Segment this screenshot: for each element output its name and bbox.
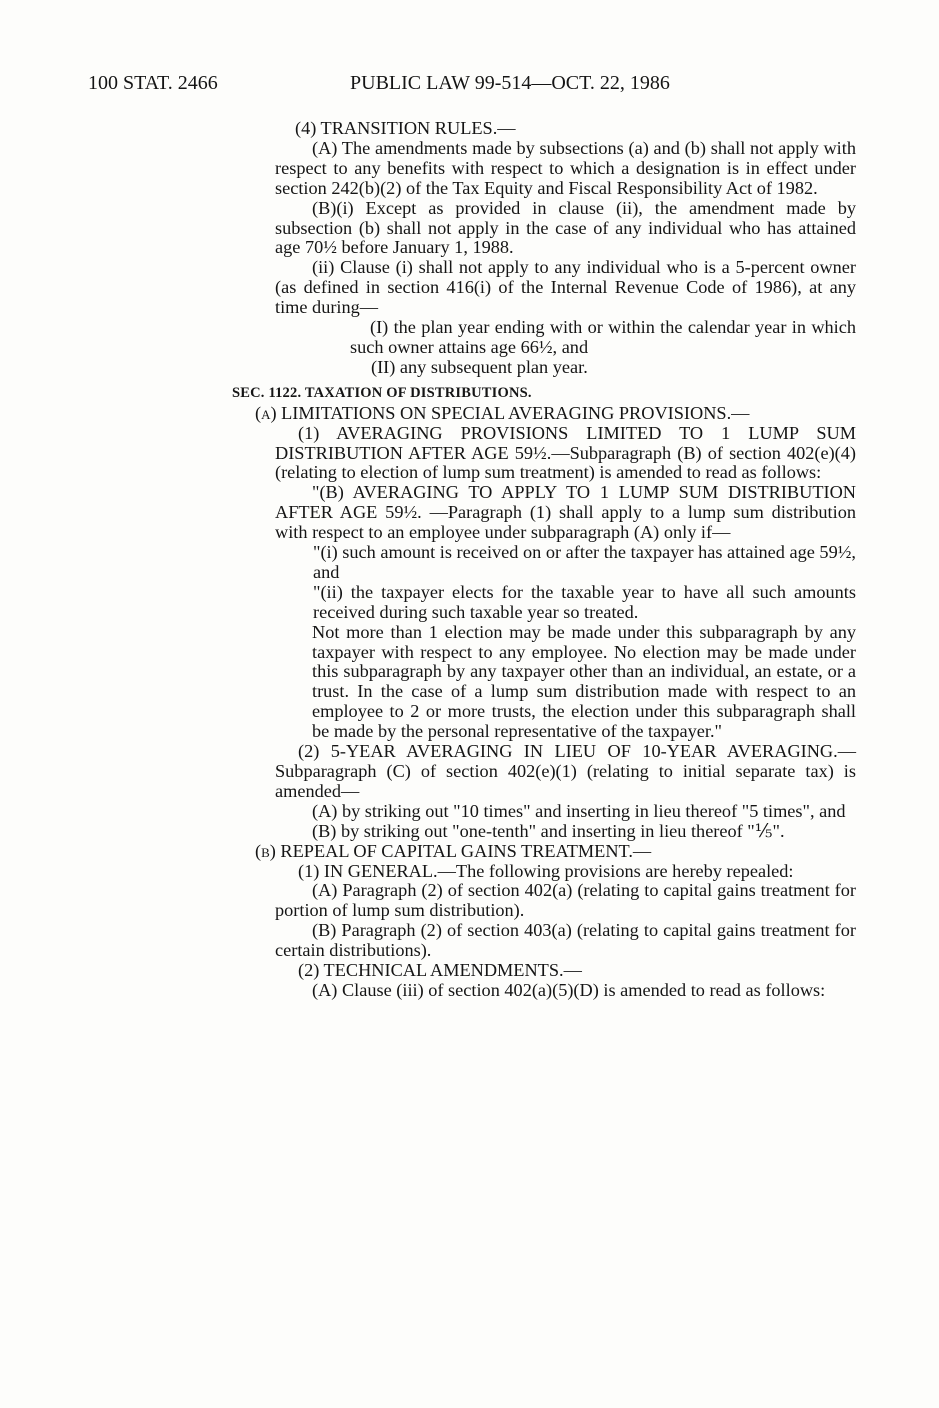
paragraph-b1-A: (A) Paragraph (2) of section 402(a) (relating to capital gains treatment for portion of lump sum distribution). — [275, 880, 856, 921]
paragraph-4b-i: (B)(i) Except as provided in clause (ii), the amendment made by subsection (b) shall not apply in the case of any individual who has attained age 70½ before January 1, 1988. — [275, 197, 856, 258]
paragraph-b1: (1) IN GENERAL.—The following provisions are hereby repealed: — [298, 860, 794, 881]
law-title: PUBLIC LAW 99-514—OCT. 22, 1986 — [350, 72, 670, 94]
paragraph-b2-A: (A) Clause (iii) of section 402(a)(5)(D) is amended to read as follows: — [312, 979, 826, 1000]
paragraph-a2: (2) 5-YEAR AVERAGING IN LIEU OF 10-YEAR AVERAGING.—Subparagraph (C) of section 402(e)(1) (relating to initial separate tax) is amended— — [275, 741, 856, 801]
paragraph-b1-B: (B) Paragraph (2) of section 403(a) (relating to capital gains treatment for certain distributions). — [275, 920, 856, 961]
page-header — [88, 68, 858, 98]
page-reference: 100 STAT. 2466 — [88, 72, 218, 94]
paragraph-transition-rules: (4) TRANSITION RULES.— — [295, 118, 516, 138]
paragraph-a2-A: (A) by striking out "10 times" and inserting in lieu thereof "5 times", and — [312, 800, 846, 821]
paragraph-a1: (1) AVERAGING PROVISIONS LIMITED TO 1 LUMP SUM DISTRIBUTION AFTER AGE 59½.—Subparagraph (B) of section 402(e)(4) (relating to election of lump sum treatment) is amended to read as follows: — [275, 422, 856, 483]
section-heading-1122: SEC. 1122. TAXATION OF DISTRIBUTIONS. — [232, 384, 532, 401]
paragraph-4b-ii-II: (II) any subsequent plan year. — [371, 356, 588, 377]
quoted-clause-ii: "(ii) the taxpayer elects for the taxable year to have all such amounts received during such taxable year so treated. — [313, 581, 856, 622]
statute-body — [232, 119, 856, 1001]
paragraph-4b-ii-I: (I) the plan year ending with or within the calendar year in which such owner attains age 66½, and — [350, 317, 856, 357]
quoted-subparagraph-b: "(B) AVERAGING TO APPLY TO 1 LUMP SUM DISTRIBUTION AFTER AGE 59½. —Paragraph (1) shall apply to a lump sum distribution with respect to an employee under subparagraph (A) only if— — [275, 482, 856, 543]
subsection-a-heading: (a) LIMITATIONS ON SPECIAL AVERAGING PROVISIONS.— — [255, 402, 750, 423]
paragraph-b2-heading: (2) TECHNICAL AMENDMENTS.— — [298, 960, 582, 981]
paragraph-4b-ii: (ii) Clause (i) shall not apply to any individual who is a 5-percent owner (as defined in section 416(i) of the Internal Revenue Code of 1986), at any time during— — [275, 257, 856, 318]
paragraph-4a: (A) The amendments made by subsections (a) and (b) shall not apply with respect to any benefits with respect to which a designation is in effect under section 242(b)(2) of the Tax Equity and Fiscal Responsibility Act of 1982. — [275, 137, 856, 198]
subsection-b-heading: (b) REPEAL OF CAPITAL GAINS TREATMENT.— — [255, 840, 652, 861]
quoted-election-text: Not more than 1 election may be made under this subparagraph by any taxpayer with respect to any employee. No election may be made under this subparagraph by any taxpayer other than an individual, an estate, or a trust. In the case of a lump sum distribution made with respect to an employee to 2 or more trusts, the election under this subparagraph shall be made by the personal representative of the taxpayer." — [312, 621, 856, 742]
quoted-clause-i: "(i) such amount is received on or after the taxpayer has attained age 59½, and — [313, 542, 856, 582]
paragraph-a2-B: (B) by striking out "one-tenth" and inserting in lieu thereof "⅕". — [312, 820, 785, 841]
